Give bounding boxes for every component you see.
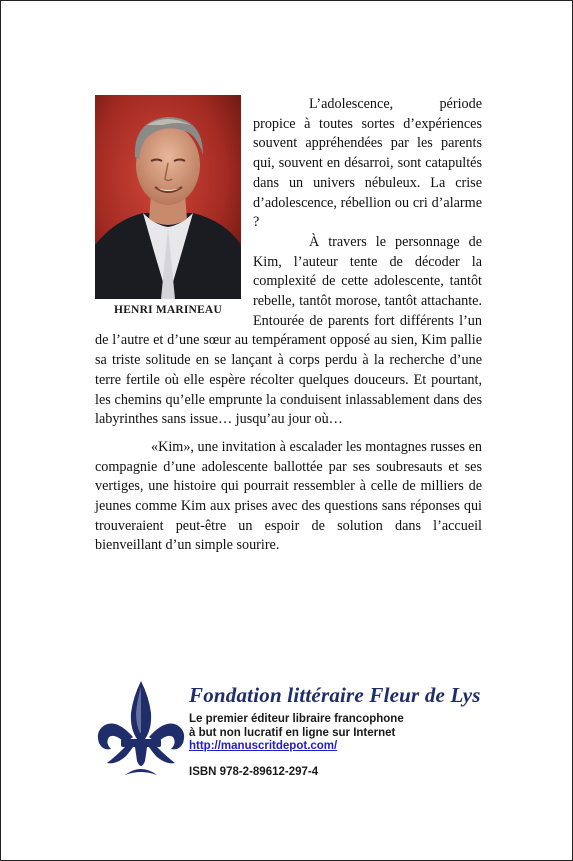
- publisher-url-link[interactable]: http://manuscritdepot.com/: [189, 740, 338, 753]
- fleur-de-lys-icon: [95, 679, 187, 779]
- publisher-tagline-1: Le premier éditeur libraire francophone: [189, 713, 404, 725]
- photo-wrap-spacer: [95, 95, 241, 327]
- publisher-tagline-2: à but non lucratif en ligne sur Internet: [189, 726, 396, 739]
- synopsis-paragraph-3: «Kim», une invitation à escalader les montagnes russes en compagnie d’une adolescente ballottée par ses soubresauts et ses vertiges, une histoire qui pourrait ressembler à celle de milliers de jeunes comme Kim aux prises avec des questions sans réponses qui trouveraient peut-être un espoir de solution dans l’accueil bienveillant d’un simple sourire.: [95, 438, 482, 554]
- publisher-name: Fondation littéraire Fleur de Lys: [189, 683, 481, 707]
- publisher-block: [95, 679, 515, 789]
- isbn-number: ISBN 978-2-89612-297-4: [189, 766, 319, 778]
- synopsis-paragraph-2: À travers le personnage de Kim, l’auteur tente de décoder la complexité de cette adolescente, tantôt rebelle, tantôt morose, tantôt attachante. Entourée de parents fort différents l’un de l’autre et d’une sœur au tempérament opposé au sien, Kim pallie sa triste solitude en se lançant à corps perdu à la recherche d’une terre fertile où elle espère récolter quelques douceurs. Et pourtant, les chemins qu’elle emprunte la conduisent inlassablement dans des labyrinthes sans issue… jusqu’au jour où…: [95, 233, 482, 428]
- publisher-info: [189, 713, 404, 754]
- synopsis-paragraph-1: L’adolescence, période propice à toutes sortes d’expériences souvent appréhendées par les parents qui, souvent en désarroi, sont catapultés dans un univers nébuleux. La crise d’adolescence, rébellion ou cri d’alarme ?: [253, 96, 482, 231]
- synopsis: [95, 95, 482, 556]
- author-name: HENRI MARINEAU: [114, 304, 222, 316]
